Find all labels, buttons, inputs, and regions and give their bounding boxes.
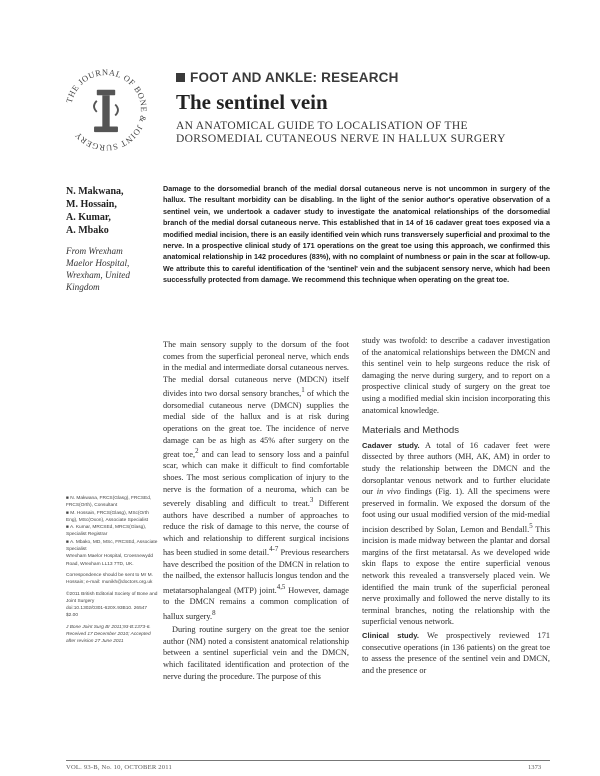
affiliation-line: Wrexham, United: [66, 270, 130, 280]
author-note: ■ M. Hossain, FRCS(Glasg), MSc(Orth Eng), MSc(Oxon), Associate Specialist: [66, 510, 149, 523]
footer-volume: VOL. 93-B, No. 10, OCTOBER 2011: [66, 764, 173, 771]
journal-logo: [60, 64, 152, 156]
affiliation-line: Kingdom: [66, 282, 100, 292]
author-note: ■ A. Kumar, MRCSEd, MRCS(Glasg), Specialist Registrar: [66, 525, 147, 538]
citation-ref: 3: [309, 497, 314, 505]
citation-ref: 8: [212, 609, 216, 617]
citation-ref: 1: [301, 387, 305, 395]
author-name: A. Mbako: [66, 225, 109, 236]
affiliation-line: From Wrexham: [66, 246, 123, 256]
body-paragraph: Clinical study. We prospectively reviewed 171 consecutive operations (in 136 patients) on the great toe to assess the presence of the sentinel vein and DMCN, and the presence or: [362, 631, 550, 675]
author-note: ■ N. Makwana, FRCS(Glasg), FRCSEd, FRCS(Orth), Consultant: [66, 496, 152, 509]
citation-ref: 5: [529, 522, 533, 530]
body-paragraph: The main sensory supply to the dorsum of the foot comes from the superficial peroneal nerve, which ends in the medial and intermediate dorsal cutaneous nerves. The medial dorsal cutaneous nerve (MDCN) itself divides into two dorsal sensory branches,$^1$ of which the dorsomedial cutaneous nerve (DMCN) supplies the medial side of the hallux and is at risk during operations on the great toe. The incidence of nerve damage can be as high as 45% after surgery on the great toe,$^2$ and can lead to sensory loss and a painful scar, which can make it difficult to find comfortable shoes. The most serious complication of injury to the nerve is the formation of a neuroma, which can be severely disabling and difficult to treat.$^3$ Different authors have described a number of approaches to reduce the risk of damage to this nerve, the course of which and relationship to different surgical incisions has been studied in some detail.$^{4-7}$ Previous researchers have described the position of the DMCN in relation to the nailbed, the extensor hallucis longus tendon and the metatarsophalangeal (MTP) joint.$^{4,5}$ However, damage to the DMCN remains a common complication of hallux surgery.$^8$: [163, 340, 350, 621]
institution-address: Wrexham Maelor Hospital, Croesnewydd Road, Wrexham LL13 7TD, UK.: [66, 554, 154, 567]
citation-ref: 4,5: [276, 583, 286, 591]
citation-ref: 4-7: [269, 546, 279, 554]
copyright-note: ©2011 British Editorial Society of Bone and Joint Surgery: [66, 591, 158, 604]
author-name: A. Kumar,: [66, 212, 111, 223]
page-number: 1373: [528, 764, 542, 771]
svg-text:THE JOURNAL OF BONE & JOINT SU: THE JOURNAL OF BONE & JOINT SURGERY: [63, 66, 149, 154]
run-in-heading: Clinical study.: [362, 631, 420, 641]
affiliation: [66, 245, 161, 293]
article-title: The sentinel vein: [176, 90, 328, 114]
author-name: N. Makwana,: [66, 186, 124, 197]
journal-citation: J Bone Joint Surg Br 2011;93-B:1373-6.: [66, 624, 151, 630]
logo-emblem-icon: [94, 90, 118, 132]
citation-ref: 2: [195, 448, 199, 456]
abstract: Damage to the dorsomedial branch of the medial dorsal cutaneous nerve is not uncommon in surgery of the hallux. The resultant morbidity can be disabling. In the light of the senior author's operative observation of a sentinel vein, we undertook a cadaver study to investigate the anatomical relationships of the dorsomedial branch of the medial dorsal cutaneous nerve. This established that in 14 of 16 cadaver great toes exposed via a modified medial incision, there is an easily identified vein which runs transversely superficial and proximal to the nerve. In a prospective clinical study of 171 operations on the great toe using this approach, we confirmed this anatomical relationship in 142 procedures (83%), with no complaint of numbness or pain in the scar at follow-up. We attribute this to careful identification of the 'sentinel' vein and the subjacent sensory nerve, which had been successfully protected from damage. We recommend this technique when operating on the great toe.: [163, 184, 550, 285]
body-paragraph: During routine surgery on the great toe the senior author (NM) noted a consistent anatomical relationship between a sentinel superficial vein and the DMCN, which facilitated identification and protection of the nerve during the procedure. The purpose of this: [163, 625, 349, 681]
section-heading-text: FOOT AND ANKLE: RESEARCH: [190, 70, 399, 85]
footer-rule: [66, 760, 550, 761]
body-column-left: [163, 339, 349, 684]
author-notes: [66, 495, 160, 646]
run-in-heading: Cadaver study.: [362, 440, 420, 450]
body-paragraph: Cadaver study. A total of 16 cadaver feet were dissected by three authors (MH, AK, AM) in order to study the relationship between the DMCN and the dorsoplantar venous network and to further elucidate our in vivo findings (Fig. 1). All the specimens were preserved in formalin. We exposed the dorsum of the foot using our usual modified version of the mid-medial incision described by Solan, Lemon and Bendall.$^5$ This incision is made midway between the plantar and dorsal margins of the first metatarsal. As we developed wide skin flaps to expose the entire superficial venous network this revealed a transversely placed vein. We identified the main trunk of the superficial peroneal nerve proximally and followed the nerve distally to its terminal branches, noting the relationship with the superficial venous network.: [362, 440, 550, 627]
correspondence-note: Correspondence should be sent to Mr M. Hossain; e-mail: munikh@doctors.org.uk: [66, 572, 153, 586]
subtitle-line-2: DORSOMEDIAL CUTANEOUS NERVE IN HALLUX SURGERY: [176, 133, 506, 145]
square-bullet-icon: [176, 73, 185, 82]
body-column-right: [362, 335, 550, 678]
subtitle-line-1: AN ANATOMICAL GUIDE TO LOCALISATION OF THE: [176, 120, 468, 132]
article-subtitle: [176, 120, 576, 146]
section-heading: [176, 70, 399, 85]
author-note: ■ A. Mbako, MD, MSc, FRCSEd, Associate Specialist: [66, 539, 158, 553]
author-list: [66, 185, 156, 237]
doi-note: doi:10.1302/0301-620X.93B10. 26547 $2.00: [66, 606, 148, 619]
author-name: M. Hossain,: [66, 199, 117, 210]
methods-heading: Materials and Methods: [362, 425, 460, 437]
received-dates: Received 17 December 2010; Accepted after revision 27 June 2011: [66, 632, 151, 645]
body-paragraph: study was twofold: to describe a cadaver investigation of the anatomical relationships between the DMCN and this sentinel vein to help surgeons reduce the risk of damaging the nerve during surgery, and to report on a prospective clinical study of surgery on the great toe using a modified medial skin incision incorporating this anatomical knowledge.: [362, 336, 550, 415]
affiliation-line: Maelor Hospital,: [66, 258, 130, 268]
